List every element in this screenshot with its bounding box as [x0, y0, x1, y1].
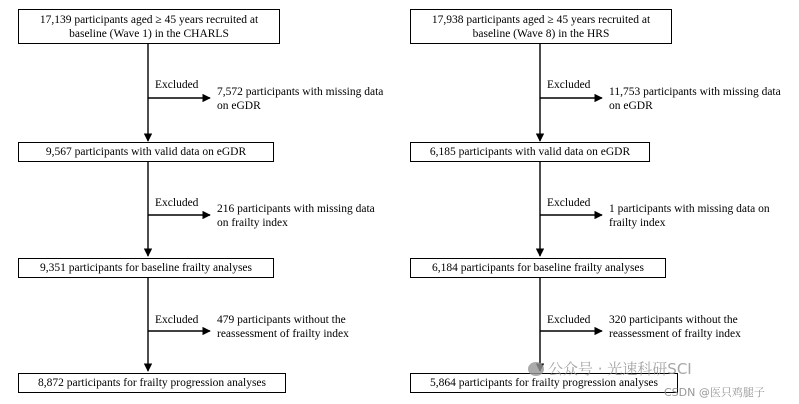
right-excluded-reason-1b: on eGDR	[609, 100, 653, 112]
right-excluded-label-1: Excluded	[547, 79, 591, 91]
left-excluded-reason-1a: 7,572 participants with missing data	[217, 86, 384, 98]
left-progression-box: 8,872 participants for frailty progression analyses	[18, 373, 286, 393]
left-excluded-reason-2b: on frailty index	[217, 217, 288, 229]
right-valid-egdr-box: 6,185 participants with valid data on eGDR	[410, 142, 650, 162]
left-recruited-box: 17,139 participants aged ≥ 45 years recruited at baseline (Wave 1) in the CHARLS	[18, 9, 280, 44]
right-excluded-label-3: Excluded	[547, 314, 591, 326]
right-excluded-reason-2a: 1 participants with missing data on	[609, 203, 770, 215]
wechat-watermark	[528, 358, 692, 379]
left-excluded-label-3: Excluded	[155, 314, 199, 326]
left-excluded-label-1: Excluded	[155, 79, 199, 91]
right-excluded-reason-1a: 11,753 participants with missing data	[609, 86, 781, 98]
left-excluded-reason-3a: 479 participants without the	[217, 314, 346, 326]
csdn-watermark: CSDN @医只鸡腿子	[664, 386, 765, 399]
right-excluded-reason-2b: frailty index	[609, 217, 666, 229]
right-baseline-frailty-box: 6,184 participants for baseline frailty analyses	[410, 258, 666, 278]
left-excluded-reason-1b: on eGDR	[217, 100, 261, 112]
wechat-icon	[528, 362, 544, 376]
right-recruited-box: 17,938 participants aged ≥ 45 years recruited at baseline (Wave 8) in the HRS	[410, 9, 672, 44]
wechat-watermark-text: 公众号 · 光速科研SCI	[548, 360, 692, 378]
left-baseline-frailty-box: 9,351 participants for baseline frailty analyses	[18, 258, 274, 278]
right-excluded-reason-3b: reassessment of frailty index	[609, 328, 741, 340]
left-valid-egdr-box: 9,567 participants with valid data on eGDR	[18, 142, 274, 162]
left-excluded-reason-2a: 216 participants with missing data	[217, 203, 375, 215]
right-progression-box: 5,864 participants for frailty progression analyses	[410, 373, 678, 393]
left-excluded-label-2: Excluded	[155, 197, 199, 209]
left-excluded-reason-3b: reassessment of frailty index	[217, 328, 349, 340]
right-excluded-label-2: Excluded	[547, 197, 591, 209]
right-excluded-reason-3a: 320 participants without the	[609, 314, 738, 326]
